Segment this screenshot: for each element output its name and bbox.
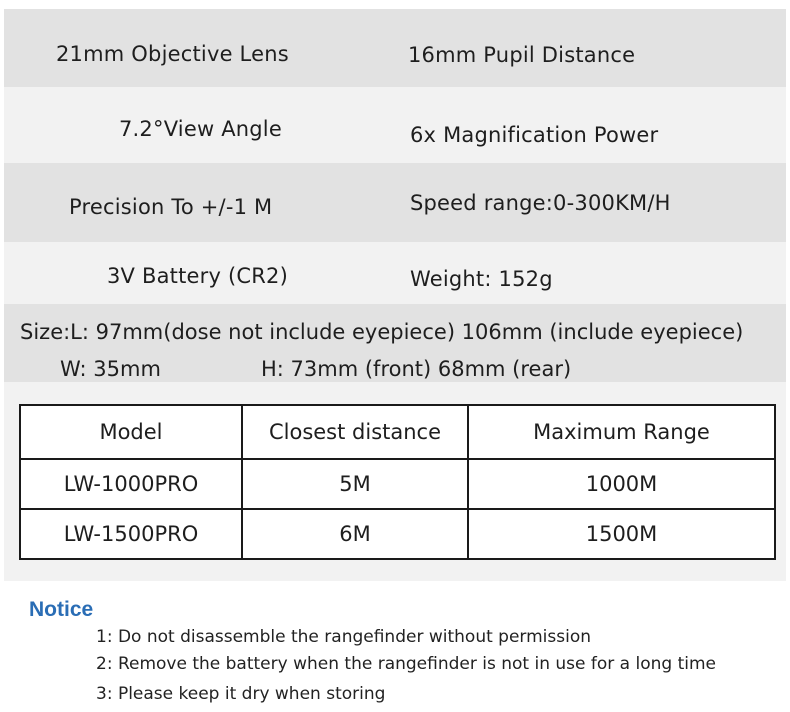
size-length: Size:L: 97mm(dose not include eyepiece) 106mm (include eyepiece) — [20, 320, 744, 344]
notice-item-2: 2: Remove the battery when the rangefinder is not in use for a long time — [96, 654, 716, 674]
spec-row-2 — [4, 87, 786, 163]
notice-title: Notice — [29, 598, 94, 621]
model-table — [19, 404, 776, 560]
table-header-model: Model — [20, 405, 242, 459]
spec-pupil-distance: 16mm Pupil Distance — [408, 43, 636, 67]
table-cell-closest-distance: 5M — [242, 459, 468, 509]
spec-lens: 21mm Objective Lens — [56, 42, 289, 66]
table-cell-model: LW-1000PRO — [20, 459, 242, 509]
table-cell-closest-distance: 6M — [242, 509, 468, 559]
spec-weight: Weight: 152g — [410, 267, 553, 291]
notice-item-3: 3: Please keep it dry when storing — [96, 684, 386, 704]
size-width: W: 35mm — [60, 357, 161, 381]
spec-row-3 — [4, 163, 786, 242]
spec-battery: 3V Battery (CR2) — [107, 264, 289, 288]
table-header-maximum-range: Maximum Range — [468, 405, 775, 459]
table-header-row — [20, 405, 775, 459]
size-height: H: 73mm (front) 68mm (rear) — [261, 357, 572, 381]
notice-item-1: 1: Do not disassemble the rangefinder without permission — [96, 627, 591, 647]
table-row — [20, 509, 775, 559]
spec-row-1 — [4, 9, 786, 87]
table-cell-maximum-range: 1500M — [468, 509, 775, 559]
spec-view-angle: 7.2°View Angle — [119, 117, 282, 141]
table-row — [20, 459, 775, 509]
size-block — [4, 304, 786, 382]
spec-precision: Precision To +/-1 M — [69, 195, 273, 219]
table-header-closest-distance: Closest distance — [242, 405, 468, 459]
spec-row-4 — [4, 242, 786, 304]
table-cell-maximum-range: 1000M — [468, 459, 775, 509]
spec-speed-range: Speed range:0-300KM/H — [410, 191, 671, 215]
table-cell-model: LW-1500PRO — [20, 509, 242, 559]
spec-magnification: 6x Magnification Power — [410, 123, 659, 147]
